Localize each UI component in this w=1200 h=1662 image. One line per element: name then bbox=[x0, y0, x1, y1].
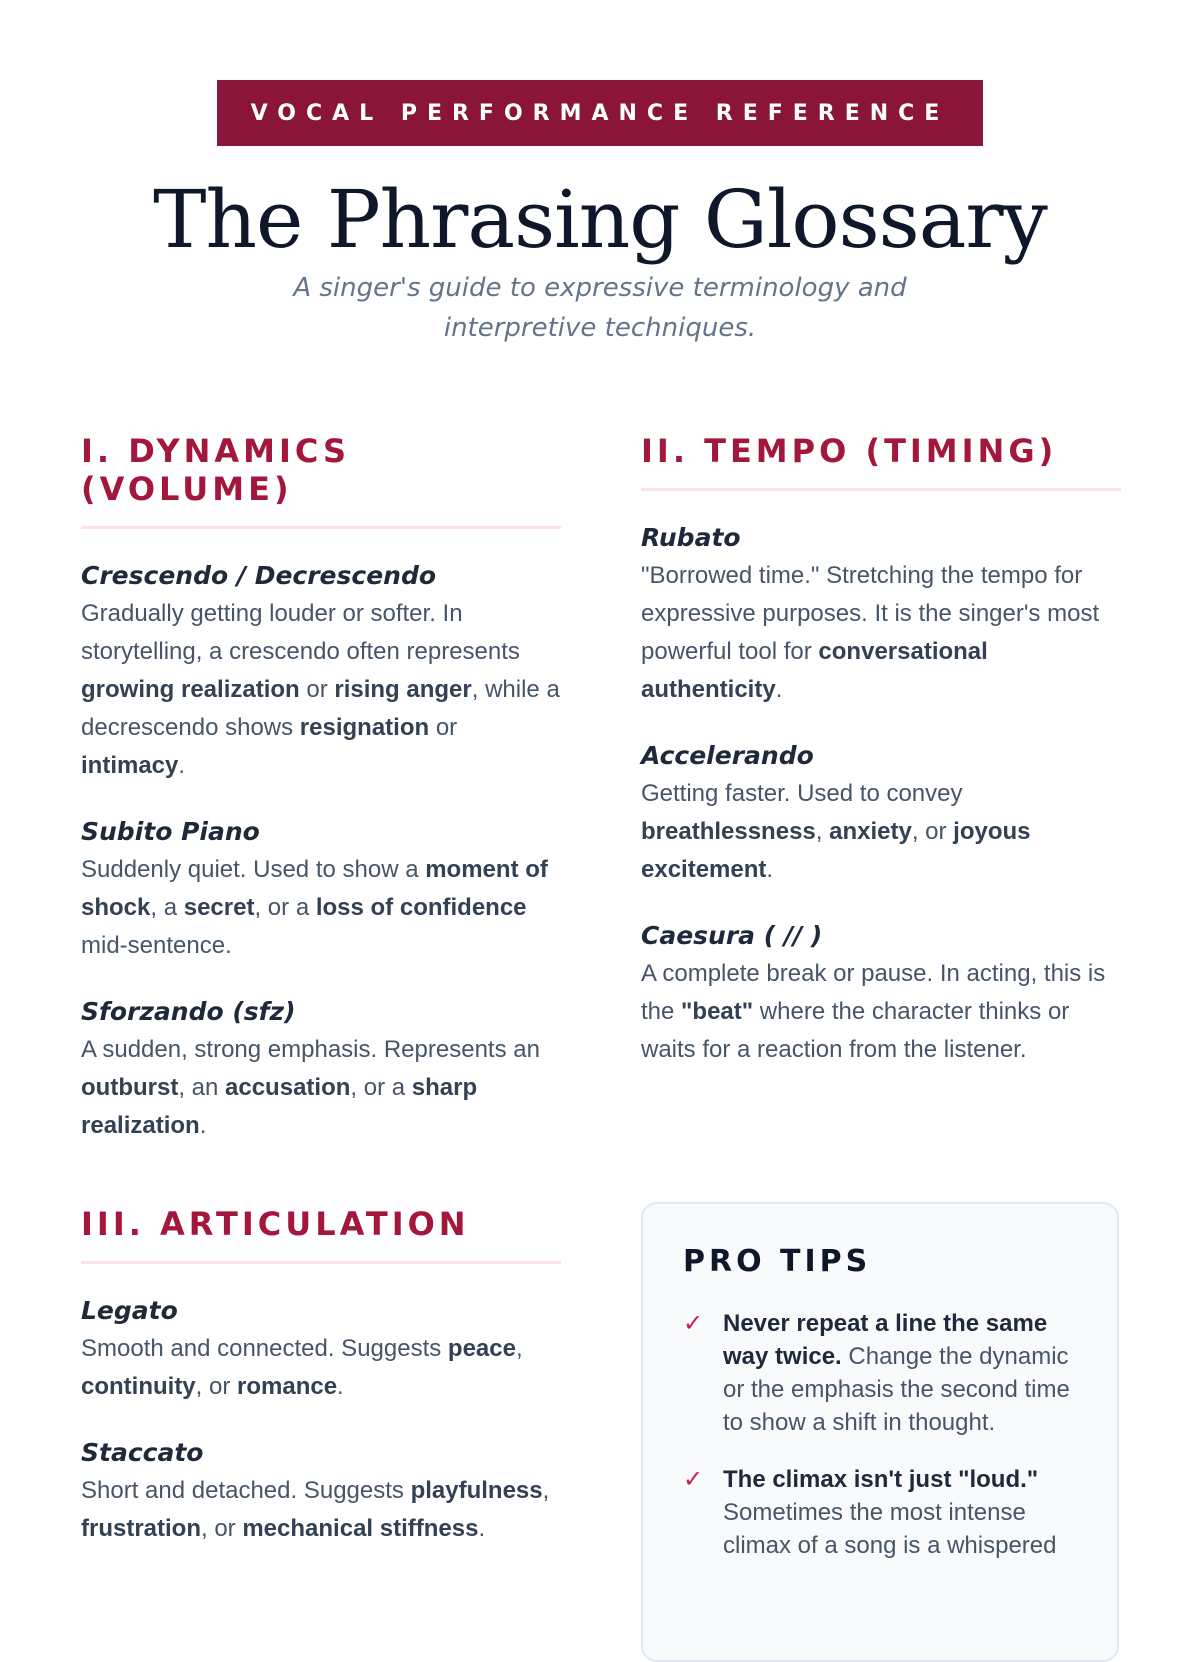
emphasis-text: rising anger bbox=[334, 676, 472, 703]
text-run: , a bbox=[150, 894, 184, 921]
text-run: Gradually getting louder or softer. In storytelling, a crescendo often represents bbox=[81, 600, 520, 665]
banner-text: VOCAL PERFORMANCE REFERENCE bbox=[250, 100, 950, 126]
emphasis-text: peace bbox=[447, 1335, 516, 1362]
term-name: Rubato bbox=[641, 523, 741, 552]
text-run: , an bbox=[178, 1074, 226, 1101]
emphasis-text: anxiety bbox=[829, 818, 912, 845]
emphasis-text: The climax isn't just "loud." bbox=[723, 1466, 1039, 1493]
text-run: . bbox=[775, 676, 783, 703]
tip-item bbox=[683, 1463, 1077, 1562]
emphasis-text: conversational authenticity bbox=[641, 638, 988, 703]
term-entry bbox=[81, 559, 561, 785]
text-run: Sometimes the most intense climax of a song is a whispered bbox=[723, 1499, 1057, 1559]
emphasis-text: frustration bbox=[81, 1515, 201, 1542]
term-entry bbox=[81, 1436, 561, 1548]
text-run: , or bbox=[201, 1515, 243, 1542]
emphasis-text: "beat" bbox=[681, 998, 754, 1025]
term-entry bbox=[641, 521, 1121, 709]
section-tempo bbox=[641, 432, 1121, 1069]
text-run: , while a decrescendo shows bbox=[81, 676, 560, 741]
text-run: . bbox=[199, 1112, 207, 1139]
text-run: . bbox=[766, 856, 774, 883]
text-run: . bbox=[337, 1373, 344, 1400]
emphasis-text: growing realization bbox=[81, 676, 300, 703]
emphasis-text: secret bbox=[183, 894, 255, 921]
term-name: Staccato bbox=[81, 1438, 204, 1467]
text-run: A complete break or pause. In acting, this is the bbox=[641, 960, 1106, 1025]
term-description bbox=[81, 1330, 561, 1406]
emphasis-text: accusation bbox=[225, 1074, 351, 1101]
term-description bbox=[81, 1031, 561, 1145]
text-run: , bbox=[815, 818, 830, 845]
term-name: Caesura ( // ) bbox=[641, 921, 823, 950]
term-description bbox=[641, 955, 1121, 1069]
term-entry bbox=[81, 1294, 561, 1406]
emphasis-text: mechanical stiffness bbox=[242, 1515, 479, 1542]
emphasis-text: outburst bbox=[81, 1074, 179, 1101]
section-heading: II. TEMPO (TIMING) bbox=[641, 432, 1121, 491]
text-run: where the character thinks or waits for a reaction from the listener. bbox=[641, 998, 1070, 1063]
term-name: Sforzando (sfz) bbox=[81, 997, 296, 1026]
term-name: Accelerando bbox=[641, 741, 814, 770]
term-description bbox=[81, 851, 561, 965]
text-run: Change the dynamic or the emphasis the second time to show a shift in thought. bbox=[723, 1343, 1070, 1436]
text-run: Getting faster. Used to convey bbox=[641, 780, 963, 807]
text-run: , or bbox=[195, 1373, 237, 1400]
term-entry bbox=[81, 815, 561, 965]
reference-banner bbox=[217, 80, 983, 146]
check-icon: ✓ bbox=[683, 1466, 704, 1493]
text-run: Smooth and connected. Suggests bbox=[81, 1335, 448, 1362]
emphasis-text: romance bbox=[237, 1373, 338, 1400]
text-run: or bbox=[429, 714, 458, 741]
text-run: . bbox=[178, 752, 186, 779]
emphasis-text: moment of shock bbox=[81, 856, 548, 921]
emphasis-text: breathlessness bbox=[641, 818, 816, 845]
text-run: mid-sentence. bbox=[81, 932, 232, 959]
tip-text bbox=[723, 1307, 1077, 1439]
emphasis-text: intimacy bbox=[81, 752, 179, 779]
text-run: . bbox=[478, 1515, 486, 1542]
term-name: Legato bbox=[81, 1296, 178, 1325]
text-run: , or bbox=[911, 818, 954, 845]
text-run: "Borrowed time." Stretching the tempo for expressive purposes. It is the singer's most powerful tool for bbox=[641, 562, 1100, 665]
section-dynamics bbox=[81, 432, 561, 1145]
section-heading: III. ARTICULATION bbox=[81, 1205, 561, 1264]
tip-text bbox=[723, 1463, 1077, 1562]
term-description bbox=[81, 595, 561, 785]
text-run: , or a bbox=[254, 894, 316, 921]
term-name: Crescendo / Decrescendo bbox=[81, 561, 437, 590]
page-title: The Phrasing Glossary bbox=[153, 173, 1047, 266]
term-entry bbox=[641, 919, 1121, 1069]
emphasis-text: loss of confidence bbox=[315, 894, 527, 921]
text-run: Suddenly quiet. Used to show a bbox=[81, 856, 426, 883]
text-run: , bbox=[515, 1335, 523, 1362]
emphasis-text: continuity bbox=[81, 1373, 196, 1400]
page-subtitle: A singer's guide to expressive terminology and interpretive techniques. bbox=[293, 273, 907, 343]
text-run: , bbox=[542, 1477, 550, 1504]
text-run: , or a bbox=[350, 1074, 412, 1101]
emphasis-text: sharp realization bbox=[81, 1074, 478, 1139]
term-description bbox=[641, 557, 1121, 709]
term-name: Subito Piano bbox=[81, 817, 260, 846]
emphasis-text: Never repeat a line the same way twice. bbox=[723, 1310, 1048, 1370]
term-description bbox=[81, 1472, 561, 1548]
tip-item bbox=[683, 1307, 1077, 1439]
section-articulation bbox=[81, 1205, 561, 1548]
check-icon: ✓ bbox=[683, 1310, 704, 1337]
term-entry bbox=[641, 739, 1121, 889]
emphasis-text: resignation bbox=[299, 714, 430, 741]
pro-tips-heading: PRO TIPS bbox=[683, 1244, 872, 1279]
emphasis-text: joyous excitement bbox=[641, 818, 1031, 883]
text-run: or bbox=[299, 676, 335, 703]
section-heading: I. DYNAMICS (VOLUME) bbox=[81, 432, 561, 529]
text-run: A sudden, strong emphasis. Represents an bbox=[81, 1036, 540, 1063]
pro-tips-card bbox=[641, 1202, 1119, 1662]
term-entry bbox=[81, 995, 561, 1145]
term-description bbox=[641, 775, 1121, 889]
emphasis-text: playfulness bbox=[410, 1477, 543, 1504]
text-run: Short and detached. Suggests bbox=[81, 1477, 411, 1504]
